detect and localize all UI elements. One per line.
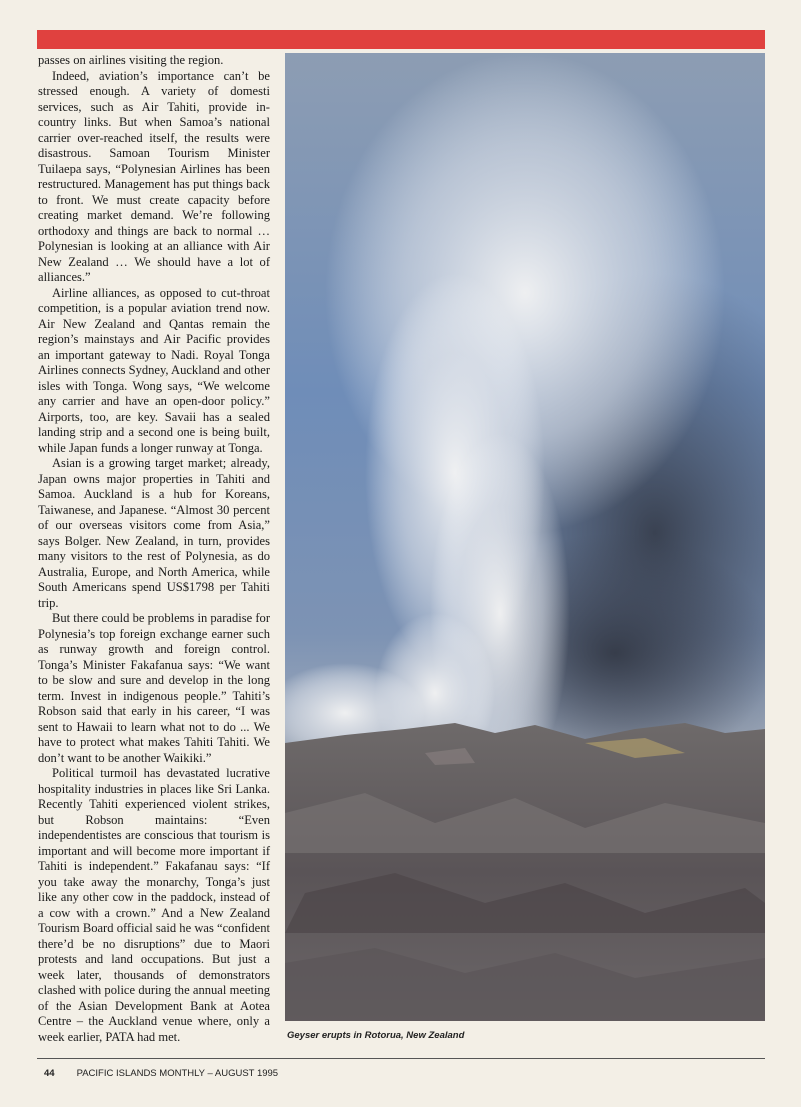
article-paragraph: Political turmoil has devastated lucrative hospitality industries in places like Sri Lanka. Recently Tahiti experienced violent strikes, but Robson maintains: “Even independentistes are conscious that tourism is important and will become more important if Tahiti is independent.” Fakafanau says: “If you take away the monarchy, Tonga’s just like any other cow in the paddock, instead of a cow with a crown.” And a New Zealand Tourism Board official said he was “confident there’d be no disruptions” due to Maori protests and land occupations. But just a week later, thousands of demonstrators clashed with police during the annual meeting of the Asian Development Bank at Aotea Centre – the Auckland venue where, only a week earlier, PATA had met. xyxy=(38,766,270,1044)
article-paragraph: But there could be problems in paradise for Polynesia’s top foreign exchange earner such as runway growth and foreign control. Tonga’s Minister Fakafanua says: “We want to be slow and sure and develop in the long term. Invest in indigenous people.” Tahiti’s Robson said that early in his career, “I was sent to Hawaii to learn what not to do ... We have to protect what makes Tahiti Tahiti. We don’t want to be another Waikiki.” xyxy=(38,611,270,765)
geyser-photo xyxy=(285,53,765,1021)
photo-caption: Geyser erupts in Rotorua, New Zealand xyxy=(287,1030,465,1041)
article-paragraph: Asian is a growing target market; already, Japan owns major properties in Tahiti and Samoa. Auckland is a hub for Koreans, Taiwanese, and Japanese. “Almost 30 percent of our overseas visitors come from Asia,” says Bolger. New Zealand, in turn, provides many visitors to the rest of Polynesia, as do Australia, Europe, and North America, while South Americans spend US$1798 per Tahiti trip. xyxy=(38,456,270,610)
header-accent-bar xyxy=(37,30,765,49)
article-paragraph: Airline alliances, as opposed to cut-throat competition, is a popular aviation trend now. Air New Zealand and Qantas remain the region’s mainstays and Air Pacific provides an important gateway to Nadi. Royal Tonga Airlines connects Sydney, Auckland and other isles with Tonga. Wong says, “We welcome any carrier and have an open-door policy.” Airports, too, are key. Savaii has a sealed landing strip and a second one is being built, while Japan funds a longer runway at Tonga. xyxy=(38,285,270,455)
page-footer xyxy=(44,1068,278,1079)
footer-rule xyxy=(37,1058,765,1059)
article-paragraph: Indeed, aviation’s importance can’t be stressed enough. A variety of domesti services, such as Air Tahiti, provide in-country links. But when Samoa’s national carrier over-reached itself, the results were disastrous. Samoan Tourism Minister Tuilaepa says, “Polynesian Airlines has been restructured. Management has put things back to front. We must create capacity before creating market demand. We’re following orthodoxy and things are back to normal … Polynesian is looking at an alliance with Air New Zealand … We should have a lot of alliances.” xyxy=(38,68,270,284)
page-number: 44 xyxy=(44,1068,55,1079)
publication-line: PACIFIC ISLANDS MONTHLY – AUGUST 1995 xyxy=(76,1068,279,1079)
article-column xyxy=(38,53,270,1045)
article-paragraph: passes on airlines visiting the region. xyxy=(38,53,224,67)
